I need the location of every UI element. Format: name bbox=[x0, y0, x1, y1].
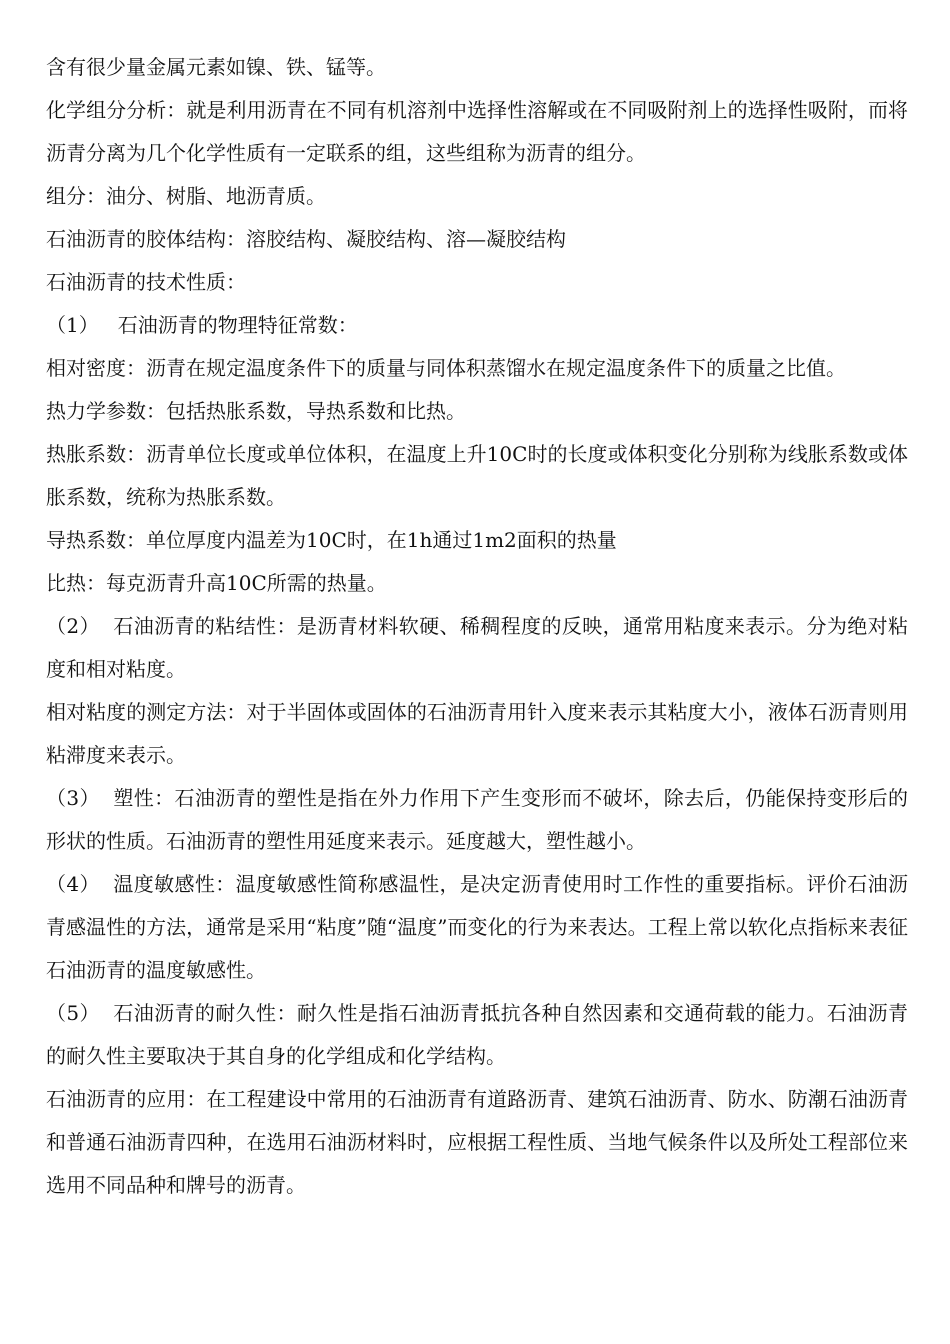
paragraph-specific-heat: 比热：每克沥青升高10C所需的热量。 bbox=[46, 571, 387, 595]
paragraph-technical-properties: 石油沥青的技术性质： bbox=[46, 270, 246, 294]
paragraph-metal-elements: 含有很少量金属元素如镍、铁、锰等。 bbox=[46, 55, 386, 79]
paragraph-viscosity: （2） 石油沥青的粘结性：是沥青材料软硬、稀稠程度的反映，通常用粘度来表示。分为绝对粘度和相对粘度。 bbox=[46, 614, 908, 681]
paragraph-relative-viscosity-method: 相对粘度的测定方法：对于半固体或固体的石油沥青用针入度来表示其粘度大小，液体石沥青则用粘滞度来表示。 bbox=[46, 700, 908, 767]
paragraph-thermal-expansion: 热胀系数：沥青单位长度或单位体积，在温度上升10C时的长度或体积变化分别称为线胀系数或体胀系数，统称为热胀系数。 bbox=[46, 442, 908, 509]
paragraph-thermal-conductivity: 导热系数：单位厚度内温差为10C时，在1h通过1m2面积的热量 bbox=[46, 528, 617, 552]
paragraph-applications: 石油沥青的应用：在工程建设中常用的石油沥青有道路沥青、建筑石油沥青、防水、防潮石油沥青和普通石油沥青四种，在选用石油沥材料时，应根据工程性质、当地气候条件以及所处工程部位来选用不同品种和牌号的沥青。 bbox=[46, 1087, 908, 1197]
paragraph-components: 组分：油分、树脂、地沥青质。 bbox=[46, 184, 326, 208]
paragraph-thermal-parameters: 热力学参数：包括热胀系数，导热系数和比热。 bbox=[46, 399, 466, 423]
paragraph-colloidal-structure: 石油沥青的胶体结构：溶胶结构、凝胶结构、溶—凝胶结构 bbox=[46, 227, 566, 251]
paragraph-temperature-sensitivity: （4） 温度敏感性：温度敏感性简称感温性，是决定沥青使用时工作性的重要指标。评价石油沥青感温性的方法，通常是采用“粘度”随“温度”而变化的行为来表达。工程上常以软化点指标来表征石油沥青的温度敏感性。 bbox=[46, 872, 908, 982]
document-page bbox=[46, 46, 908, 1207]
paragraph-plasticity: （3） 塑性：石油沥青的塑性是指在外力作用下产生变形而不破坏，除去后，仍能保持变形后的形状的性质。石油沥青的塑性用延度来表示。延度越大，塑性越小。 bbox=[46, 786, 908, 853]
paragraph-relative-density: 相对密度：沥青在规定温度条件下的质量与同体积蒸馏水在规定温度条件下的质量之比值。 bbox=[46, 356, 846, 380]
paragraph-physical-constants: （1） 石油沥青的物理特征常数： bbox=[46, 313, 358, 337]
paragraph-chemical-component-analysis: 化学组分分析：就是利用沥青在不同有机溶剂中选择性溶解或在不同吸附剂上的选择性吸附，而将沥青分离为几个化学性质有一定联系的组，这些组称为沥青的组分。 bbox=[46, 98, 908, 165]
paragraph-durability: （5） 石油沥青的耐久性：耐久性是指石油沥青抵抗各种自然因素和交通荷载的能力。石油沥青的耐久性主要取决于其自身的化学组成和化学结构。 bbox=[46, 1001, 908, 1068]
